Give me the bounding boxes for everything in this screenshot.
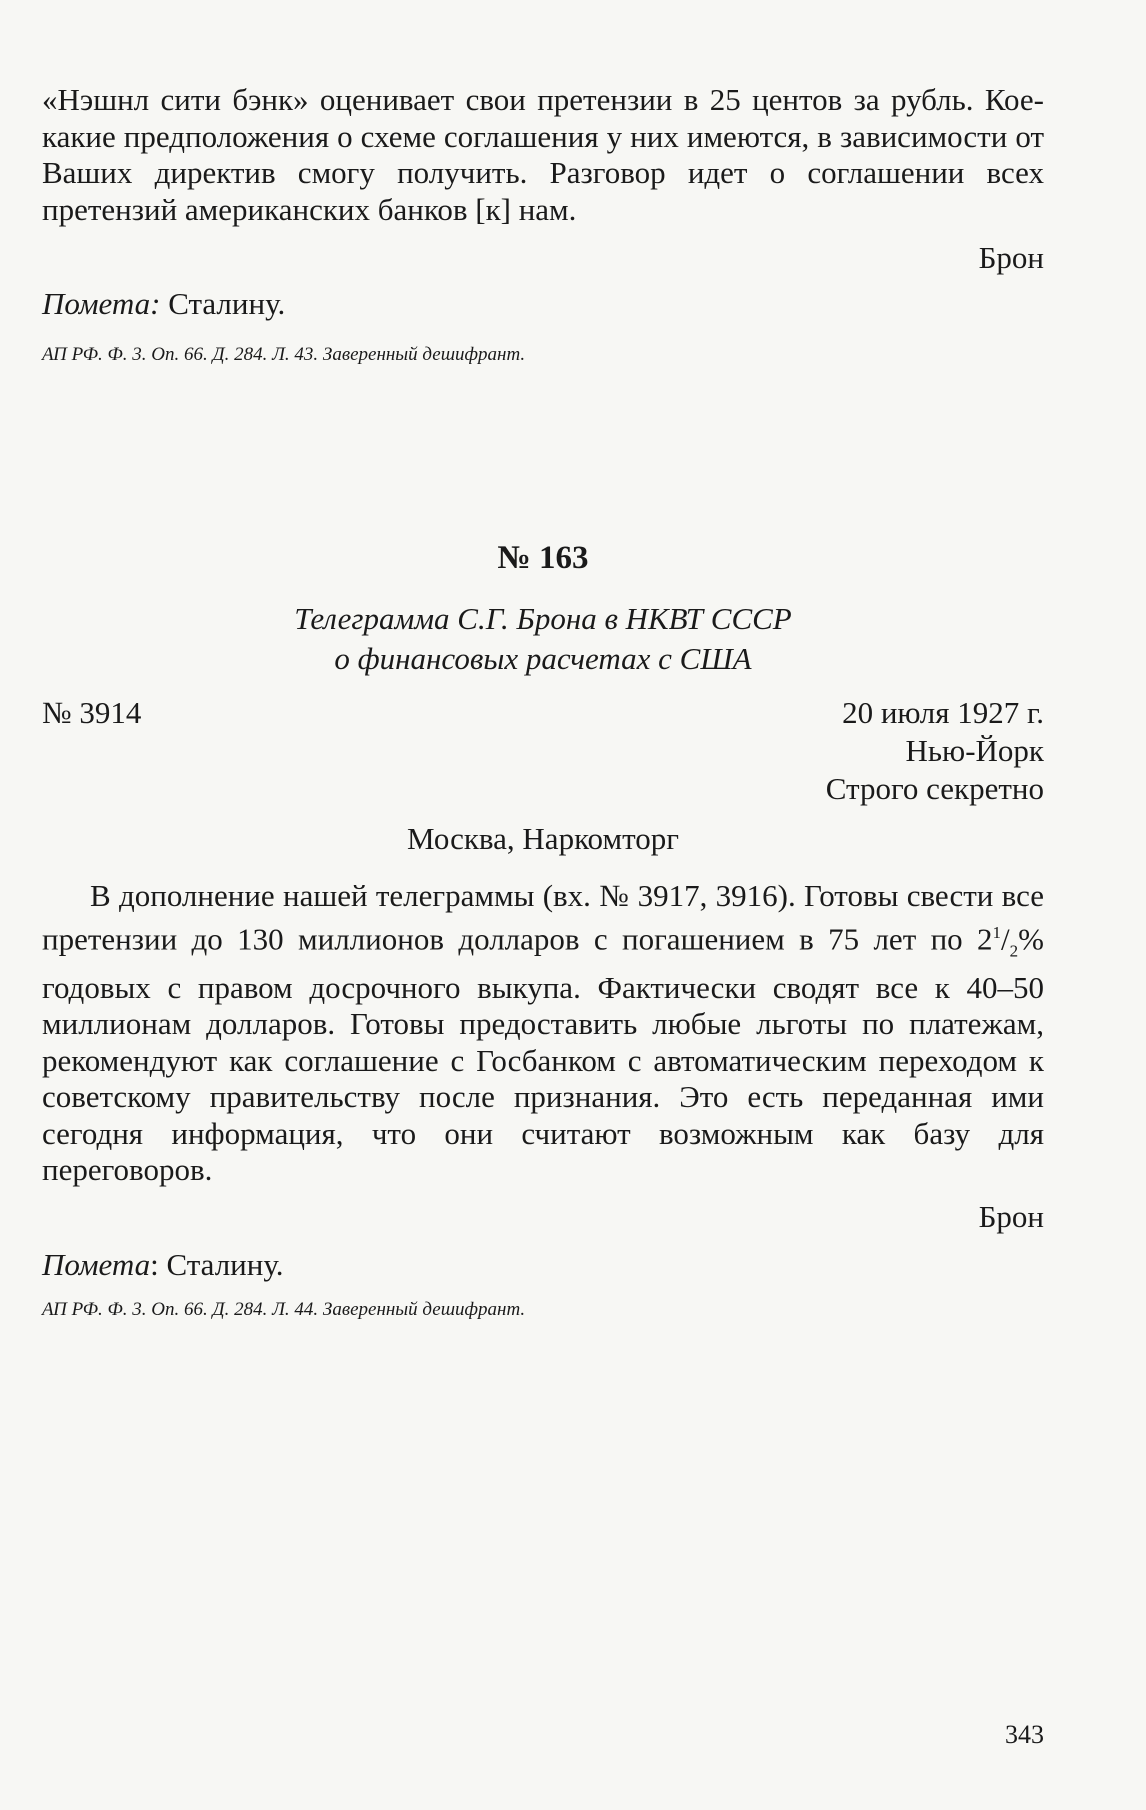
previous-note-label: Помета: [42, 286, 161, 321]
previous-signature: Брон [978, 240, 1044, 275]
previous-note [42, 286, 1044, 322]
document-header [42, 540, 1044, 679]
document-archive-ref: АП РФ. Ф. 3. Оп. 66. Д. 284. Л. 44. Заверенный дешифрант. [42, 1298, 526, 1320]
document-place: Нью-Йорк [905, 733, 1044, 768]
previous-archive-ref: АП РФ. Ф. 3. Оп. 66. Д. 284. Л. 43. Заверенный дешифрант. [42, 344, 526, 365]
document-number: № 163 [497, 540, 589, 576]
fraction-denominator: 2 [1009, 941, 1019, 961]
previous-document-section [42, 82, 1044, 366]
fraction-numerator: 1 [992, 922, 1002, 942]
document-title-line1: Телеграмма С.Г. Брона в НКВТ СССР [294, 601, 792, 636]
addressee: Москва, Наркомторг [407, 821, 679, 856]
page-number: 343 [1005, 1720, 1044, 1749]
previous-document-text: «Нэшнл сити бэнк» оценивает свои претензии в 25 центов за рубль. Кое-какие предположения о схеме соглашения у них имеются, в зависимости от Ваших директив смогу получить. Разговор идет о соглашении всех претензий американских банков [к] нам. [42, 82, 1044, 227]
document-body [42, 878, 1044, 1321]
number-date-row [42, 695, 1044, 731]
document-date: 20 июля 1927 г. [842, 695, 1044, 730]
body-part-2: % годовых с правом досрочного выкупа. Фактически сводят все к 40–50 миллионам долларов. Готовы предоставить любые льготы по платежам, рекомендуют как соглашение с Госбанком с автоматическим переходом к советскому правительству после признания. Это есть переданная ими сегодня информация, что они считают возможным как базу для переговоров. [42, 920, 1044, 1188]
body-part-1: В дополнение нашей телеграммы (вх. № 3917, 3916). Готовы свести все претензии до 130 миллионов долларов с погашением в 75 лет по 2 [42, 878, 1044, 956]
previous-note-text: Сталину. [168, 286, 286, 321]
document-note-text: : Сталину. [150, 1246, 284, 1282]
document-title-line2: о финансовых расчетах с США [334, 641, 752, 676]
document-note [42, 1247, 1044, 1283]
document-body-text: В дополнение нашей телеграммы (вх. № 3917, 3916). Готовы свести все претензии до 130 миллионов долларов с погашением в 75 лет по $2^1/_2\%$ годовых с правом досрочного выкупа. Фактически сводят все к 40–50 миллионам долларов. Готовы предоставить любые льготы по платежам, рекомендуют как соглашение с Госбанком с автоматическим переходом к советскому правительству после признания. Это есть переданная ими сегодня информация, что они считают возможным как базу для переговоров. [42, 878, 1044, 1188]
document-signature: Брон [978, 1198, 1044, 1234]
document-note-label: Помета [42, 1246, 151, 1282]
document-meta [42, 695, 1044, 857]
classification-stamp: Строго секретно [825, 771, 1044, 806]
outgoing-number: № 3914 [42, 695, 142, 730]
